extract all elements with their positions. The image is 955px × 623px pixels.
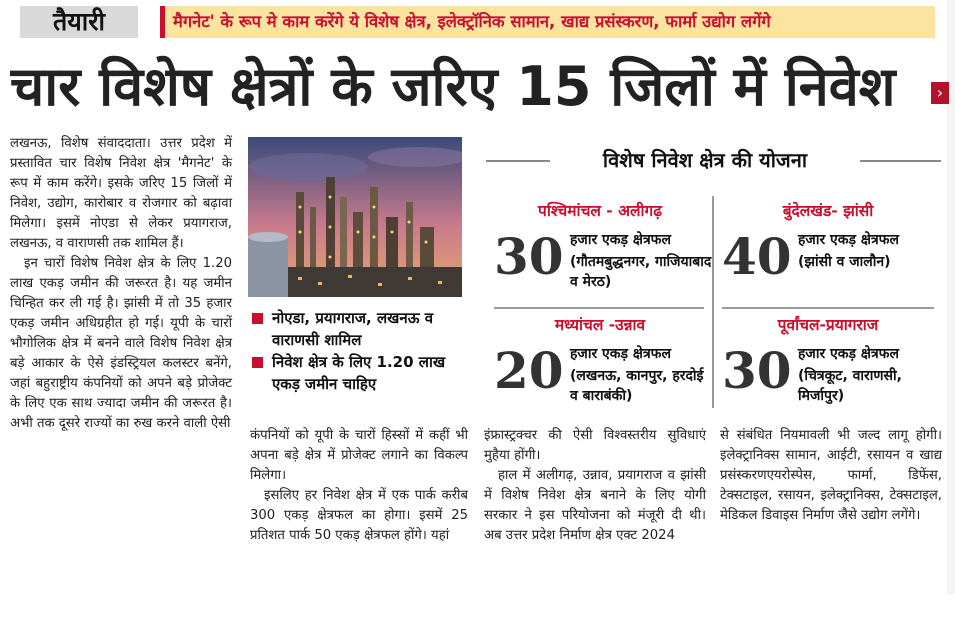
panel-divider bbox=[494, 307, 704, 309]
district-list: (गौतमबुद्धनगर, गाजियाबाद व मेरठ) bbox=[570, 254, 712, 290]
investment-zone-panel bbox=[486, 138, 941, 420]
article-column-3 bbox=[484, 426, 706, 546]
paragraph: हाल में अलीगढ़, उन्नाव, प्रयागराज व झांसी में विशेष निवेश क्षेत्र बनाने के लिए योगी सरकार ने इस परियोजना को मंजूरी दी थी। अब उत्तर प्रदेश निर्माण क्षेत्र एक्ट 2024 bbox=[484, 468, 706, 543]
article-column-2 bbox=[250, 426, 468, 546]
area-number: 30 bbox=[722, 341, 792, 400]
next-page-icon[interactable]: › bbox=[931, 82, 949, 104]
header-bar bbox=[0, 0, 955, 44]
refinery-illustration bbox=[248, 137, 462, 297]
area-number: 30 bbox=[494, 227, 564, 286]
page-footer-blank bbox=[0, 594, 955, 623]
area-unit: हजार एकड़ क्षेत्रफल bbox=[798, 232, 899, 248]
paragraph: इन चारों विशेष निवेश क्षेत्र के लिए 1.20 लाख एकड़ जमीन की जरूरत है। यह जमीन चिन्हित कर ली गई है। झांसी में तो 35 हजार एकड़ जमीन अधिग्रहीत हो गई। यूपी के चारों भौगोलिक क्षेत्र में बनने वाले विशेष निवेश क्षेत्र बड़े आकार के ऐसे इंडस्ट्रियल कलस्टर बनेंगे, जहां बहुराष्ट्रीय कंपनियों को अपने बड़े प्रोजेक्ट के लिए एक साथ ज्यादा जमीन की जरूरत है। अभी तक दूसरे राज्यों का रुख करने वाली ऐसी bbox=[10, 256, 232, 431]
paragraph: लखनऊ, विशेष संवाददाता। उत्तर प्रदेश में प्रस्तावित चार विशेष निवेश क्षेत्र 'मैगनेट' के रूप में काम करेंगे। इसके जरिए 15 जिलों में निवेश, उद्योग, कारोबार व रोजगार को बढ़ावा मिलेगा। इसमें नोएडा से लेकर प्रयागराज, लखनऊ, व वाराणसी तक शामिल हैं। bbox=[10, 136, 232, 251]
headline: चार विशेष क्षेत्रों के जरिए 15 जिलों में निवेश bbox=[10, 55, 896, 118]
panel-title: विशेष निवेश क्षेत्र की योजना bbox=[550, 144, 860, 176]
region-card-east bbox=[718, 314, 938, 418]
district-list: (झांसी व जालौन) bbox=[798, 254, 891, 270]
article-column-1 bbox=[10, 134, 232, 584]
area-number: 20 bbox=[494, 341, 564, 400]
subheadline: मैगनेट' के रूप मे काम करेंगे ये विशेष क्षेत्र, इलेक्ट्रॉनिक सामान, खाद्य प्रसंस्करण, फार्मा उद्योग लगेंगे bbox=[160, 6, 935, 38]
region-card-bundelkhand bbox=[718, 200, 938, 304]
caption-item: निवेश क्षेत्र के लिए 1.20 लाख एकड़ जमीन चाहिए bbox=[250, 351, 465, 395]
region-name: पूर्वांचल-प्रयागराज bbox=[777, 316, 879, 334]
caption-item: नोएडा, प्रयागराज, लखनऊ व वाराणसी शामिल bbox=[250, 307, 465, 351]
paragraph: इसलिए हर निवेश क्षेत्र में एक पार्क करीब 300 एकड़ क्षेत्रफल का होगा। इसमें 25 प्रतिशत पार्क 50 एकड़ क्षेत्रफल होंगे। यहां bbox=[250, 488, 468, 543]
area-number: 40 bbox=[722, 227, 792, 286]
paragraph: कंपनियों को यूपी के चारों हिस्सों में कहीं भी अपना बड़े क्षेत्र में प्रोजेक्ट लगाने का विकल्प मिलेगा। bbox=[250, 428, 468, 483]
region-name: बुंदेलखंड- झांसी bbox=[782, 202, 874, 220]
district-list: (चित्रकूट, वाराणसी, मिर्जापुर) bbox=[798, 368, 902, 404]
region-card-central bbox=[490, 314, 710, 418]
panel-divider bbox=[722, 307, 934, 309]
area-unit: हजार एकड़ क्षेत्रफल bbox=[798, 346, 899, 362]
region-name: पश्चिमांचल - अलीगढ़ bbox=[538, 202, 662, 220]
region-card-west bbox=[490, 200, 710, 304]
paragraph: से संबंधित नियमावली भी जल्द लागू होगी। इलेक्ट्रानिक्स सामान, आईटी, रसायन व खाद्य प्रसंस्करणएयरोस्पेस, फार्मा, डिफेंस, टेक्सटाइल, रसायन, इलेक्ट्रानिक्स, टेक्सटाइल, मेडिकल डिवाइस निर्माण जैसे उद्योग लगेंगे। bbox=[720, 428, 942, 523]
bullet-square-icon bbox=[252, 313, 263, 324]
bullet-square-icon bbox=[252, 357, 263, 368]
area-unit: हजार एकड़ क्षेत्रफल bbox=[570, 232, 671, 248]
photo-caption bbox=[250, 307, 465, 395]
section-kicker: तैयारी bbox=[20, 6, 138, 38]
article-column-4 bbox=[720, 426, 942, 526]
refinery-photo bbox=[248, 137, 462, 297]
region-name: मध्यांचल -उन्नाव bbox=[554, 316, 646, 334]
district-list: (लखनऊ, कानपुर, हरदोई व बाराबंकी) bbox=[570, 368, 704, 404]
paragraph: इंफ्रास्ट्रक्चर की ऐसी विश्वस्तरीय सुविधाएं मुहैया होंगी। bbox=[484, 428, 706, 463]
area-unit: हजार एकड़ क्षेत्रफल bbox=[570, 346, 671, 362]
